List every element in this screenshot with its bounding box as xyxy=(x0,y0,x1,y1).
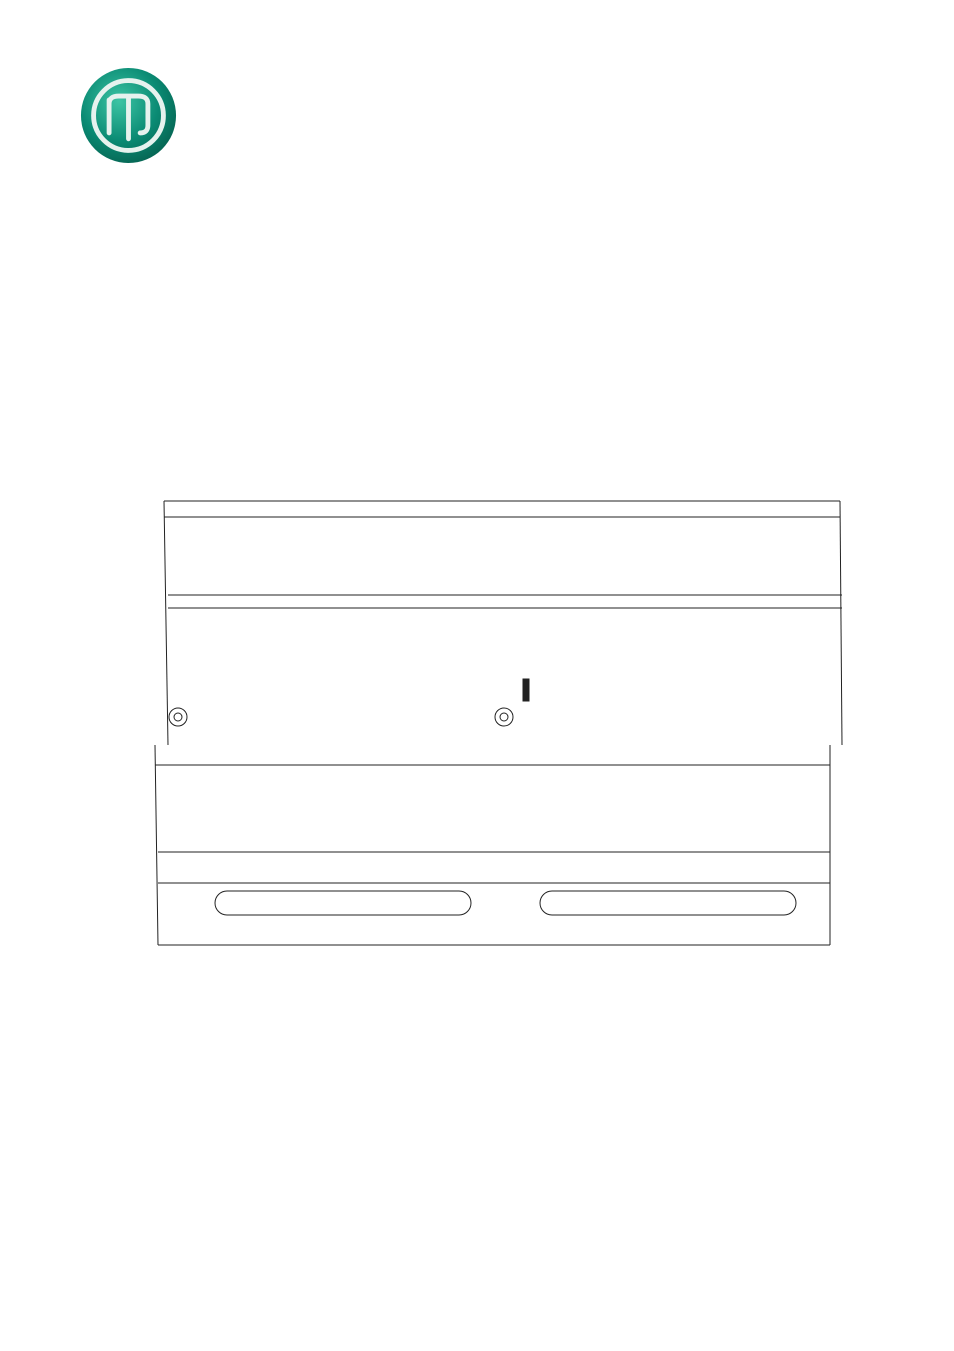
patch-panel-drawing xyxy=(150,495,850,1030)
neutrik-round-logo-icon xyxy=(80,67,177,164)
neutrik-brand-logo xyxy=(616,1295,919,1321)
